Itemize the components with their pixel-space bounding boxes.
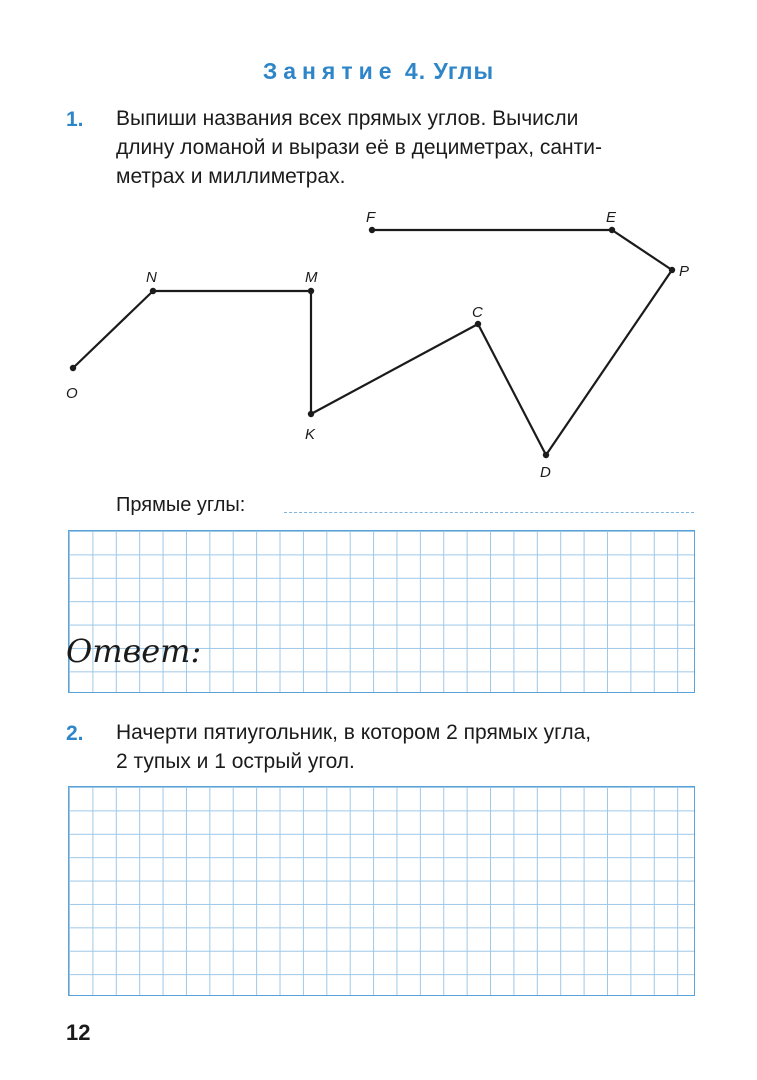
task1-line3: метрах и миллиметрах.: [116, 165, 346, 188]
label-n: N: [146, 269, 157, 286]
polyline-figure: [0, 0, 757, 500]
point-d: [543, 452, 549, 458]
broken-line-left: [73, 230, 672, 455]
point-e: [609, 227, 615, 233]
answer-label: Ответ:: [66, 632, 202, 670]
task1-line1: Выпиши названия всех прямых углов. Вычисли: [116, 107, 579, 130]
label-k: K: [305, 426, 316, 443]
page-number: 12: [66, 1020, 91, 1045]
label-o: O: [66, 385, 78, 402]
label-f: F: [366, 209, 376, 226]
point-n: [150, 288, 156, 294]
point-c: [475, 321, 481, 327]
lesson-title-rest: 4. Углы: [404, 58, 495, 84]
drawing-grid-task2[interactable]: [68, 786, 695, 996]
task2-number: 2.: [66, 722, 84, 745]
point-p: [669, 267, 675, 273]
point-o: [70, 365, 76, 371]
point-f: [369, 227, 375, 233]
label-p: P: [679, 263, 690, 280]
right-angles-label: Прямые углы:: [116, 494, 246, 516]
task2-text: [116, 718, 690, 776]
lesson-title-word: Занятие: [262, 58, 398, 84]
label-c: C: [472, 304, 483, 321]
point-k: [308, 411, 314, 417]
label-d: D: [540, 464, 551, 481]
task2-line2: 2 тупых и 1 острый угол.: [116, 750, 355, 773]
point-m: [308, 288, 314, 294]
right-angles-answer-line[interactable]: [284, 512, 694, 513]
task1-line2: длину ломаной и вырази её в дециметрах, санти-: [116, 136, 602, 159]
task1-number: 1.: [66, 108, 84, 131]
task2-line1: Начерти пятиугольник, в котором 2 прямых угла,: [116, 721, 592, 744]
label-e: E: [606, 209, 617, 226]
label-m: M: [305, 269, 318, 286]
